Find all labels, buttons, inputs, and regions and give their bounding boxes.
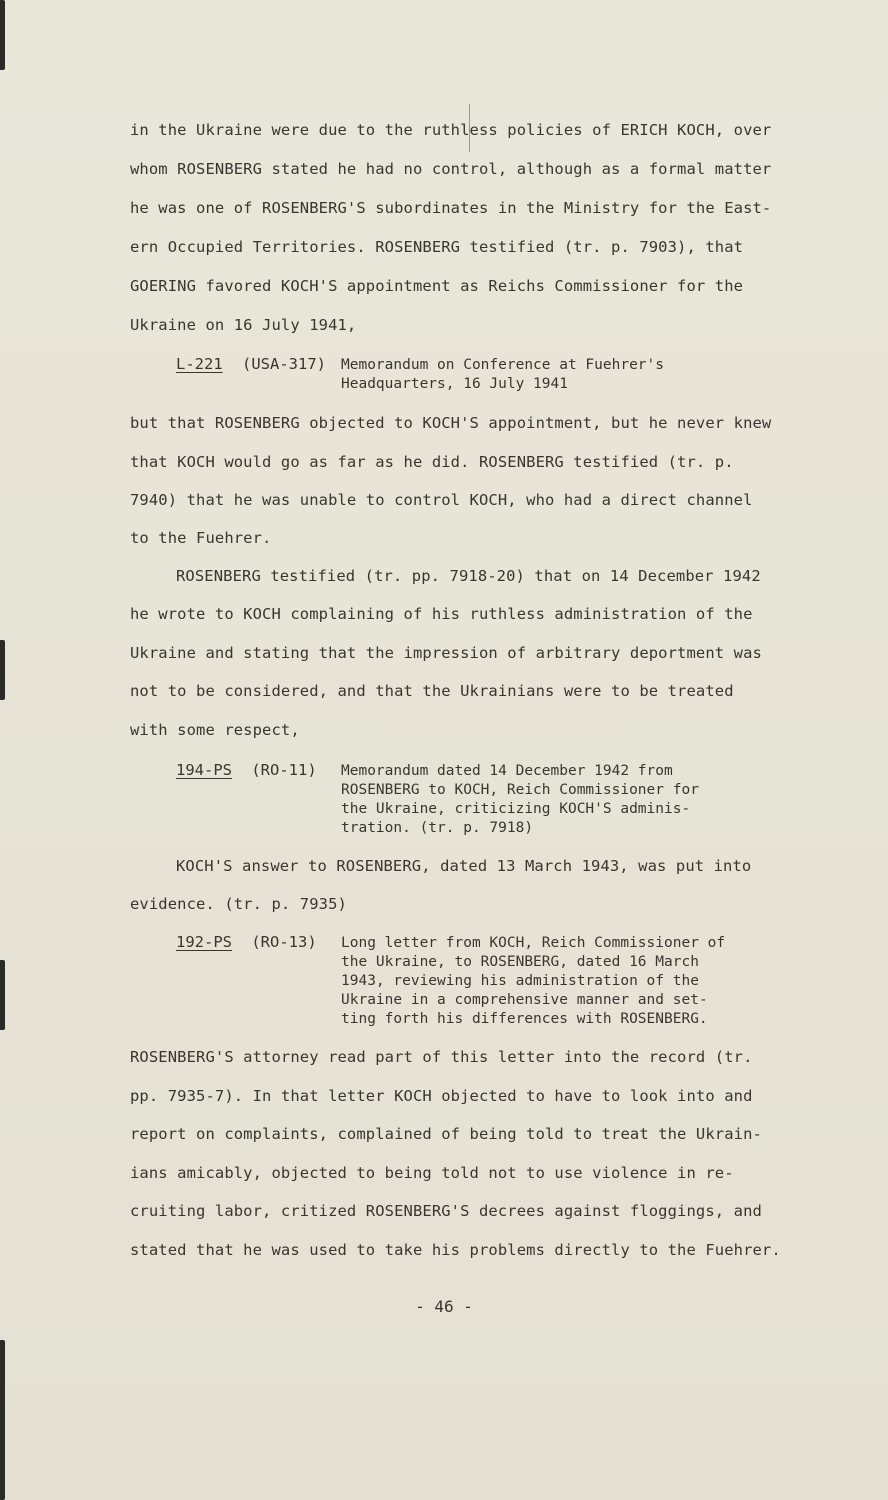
- document-number: 192-PS: [176, 933, 232, 951]
- body-line: in the Ukraine were due to the ruthless policies of ERICH KOCH, over: [130, 121, 772, 139]
- exhibit-description-line: the Ukraine, criticizing KOCH'S adminis-: [341, 801, 691, 817]
- body-line: 7940) that he was unable to control KOCH, who had a direct channel: [130, 491, 753, 509]
- exhibit-reference: [176, 933, 317, 951]
- exhibit-number: (RO-13): [251, 933, 317, 951]
- body-line: not to be considered, and that the Ukrainians were to be treated: [130, 682, 734, 700]
- exhibit-description-line: the Ukraine, to ROSENBERG, dated 16 March: [341, 954, 699, 970]
- body-line: Ukraine and stating that the impression of arbitrary deportment was: [130, 644, 762, 662]
- body-line: ern Occupied Territories. ROSENBERG testified (tr. p. 7903), that: [130, 238, 744, 256]
- binding-edge-mark: [0, 0, 5, 70]
- exhibit-description-line: Long letter from KOCH, Reich Commissioner of: [341, 935, 726, 951]
- body-line: pp. 7935-7). In that letter KOCH objected to have to look into and: [130, 1087, 753, 1105]
- document-number: 194-PS: [176, 761, 232, 779]
- exhibit-description: [341, 934, 725, 1029]
- body-line: cruiting labor, critized ROSENBERG'S decrees against floggings, and: [130, 1202, 762, 1220]
- exhibit-reference: [176, 761, 317, 779]
- body-line: stated that he was used to take his problems directly to the Fuehrer.: [130, 1241, 781, 1259]
- exhibit-description: [341, 762, 699, 838]
- binding-edge-mark: [0, 1340, 5, 1500]
- body-line: whom ROSENBERG stated he had no control, although as a formal matter: [130, 160, 772, 178]
- exhibit-description-line: Memorandum dated 14 December 1942 from: [341, 763, 673, 779]
- page-number: - 46 -: [415, 1297, 473, 1316]
- exhibit-number: (USA-317): [242, 355, 327, 373]
- body-line: ians amicably, objected to being told not to use violence in re-: [130, 1164, 734, 1182]
- document-number: L-221: [176, 355, 223, 373]
- exhibit-description-line: tration. (tr. p. 7918): [341, 820, 534, 836]
- body-line: that KOCH would go as far as he did. ROSENBERG testified (tr. p.: [130, 453, 734, 471]
- exhibit-description-line: Ukraine in a comprehensive manner and set-: [341, 992, 708, 1008]
- body-line: KOCH'S answer to ROSENBERG, dated 13 March 1943, was put into: [176, 857, 752, 875]
- binding-edge-mark: [0, 640, 5, 700]
- exhibit-description-line: Memorandum on Conference at Fuehrer's: [341, 357, 665, 373]
- body-line: but that ROSENBERG objected to KOCH'S appointment, but he never knew: [130, 414, 772, 432]
- exhibit-description-line: ting forth his differences with ROSENBERG.: [341, 1011, 708, 1027]
- exhibit-description-line: 1943, reviewing his administration of the: [341, 973, 699, 989]
- body-line: he was one of ROSENBERG'S subordinates in the Ministry for the East-: [130, 199, 772, 217]
- body-line: ROSENBERG'S attorney read part of this letter into the record (tr.: [130, 1048, 753, 1066]
- body-line: ROSENBERG testified (tr. pp. 7918-20) that on 14 December 1942: [176, 567, 761, 585]
- exhibit-description-line: Headquarters, 16 July 1941: [341, 376, 568, 392]
- body-line: to the Fuehrer.: [130, 529, 272, 547]
- body-line: he wrote to KOCH complaining of his ruthless administration of the: [130, 605, 753, 623]
- body-line: GOERING favored KOCH'S appointment as Reichs Commissioner for the: [130, 277, 744, 295]
- exhibit-number: (RO-11): [251, 761, 317, 779]
- exhibit-reference: [176, 355, 326, 373]
- body-line: with some respect,: [130, 721, 300, 739]
- body-line: Ukraine on 16 July 1941,: [130, 316, 357, 334]
- body-line: evidence. (tr. p. 7935): [130, 895, 347, 913]
- exhibit-description-line: ROSENBERG to KOCH, Reich Commissioner for: [341, 782, 699, 798]
- binding-edge-mark: [0, 960, 5, 1030]
- body-line: report on complaints, complained of being told to treat the Ukrain-: [130, 1125, 762, 1143]
- exhibit-description: [341, 356, 664, 394]
